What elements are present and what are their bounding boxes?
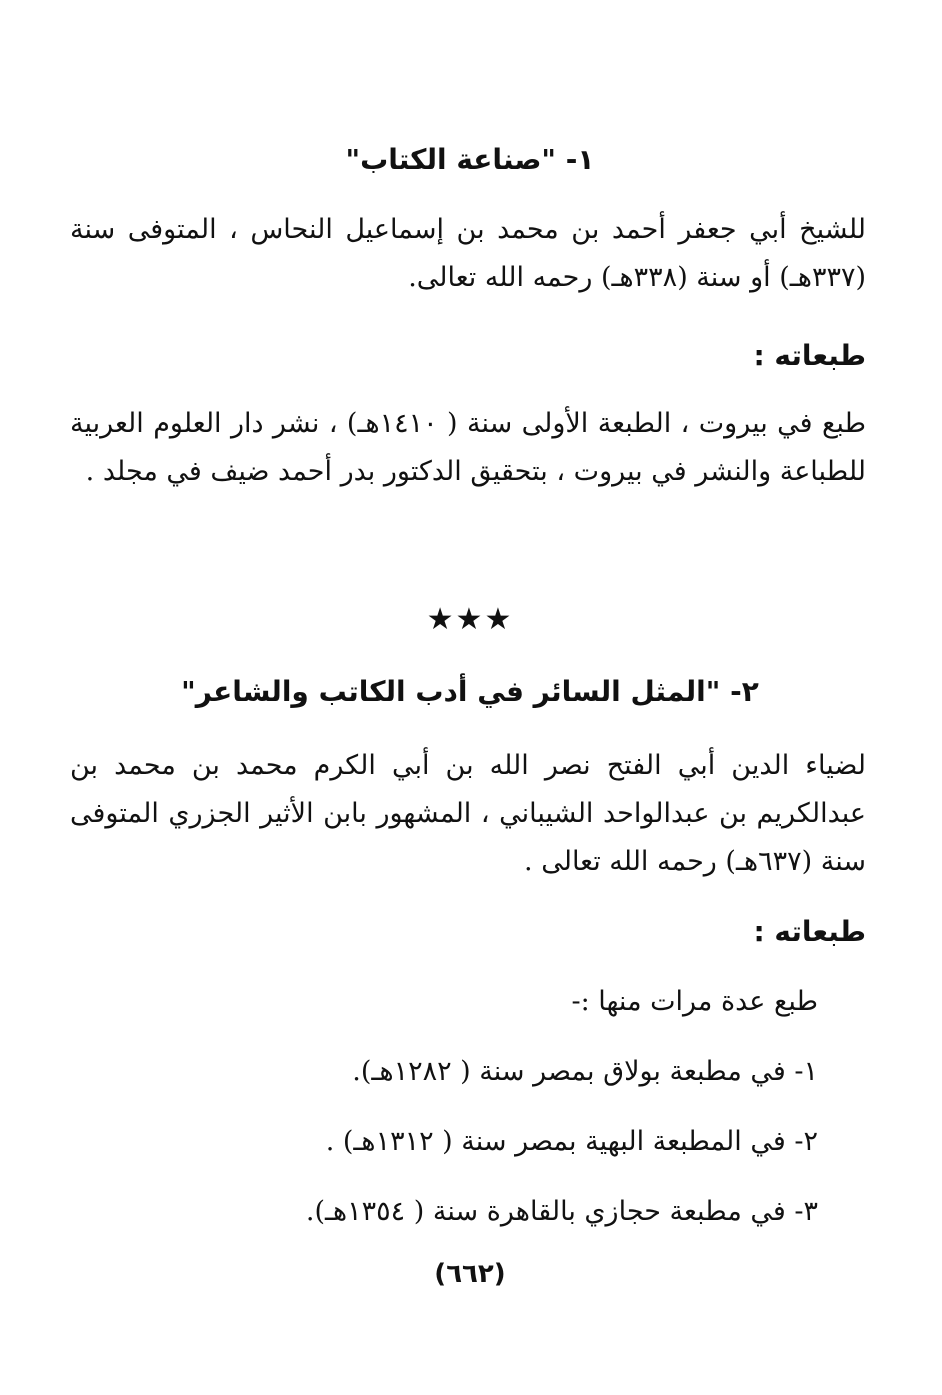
section-2-author: لضياء الدين أبي الفتح نصر الله بن أبي الكرم محمد بن محمد بن عبدالكريم بن عبدالواحد الشيباني ، المشهور بابن الأثير الجزري المتوفى سنة (٦٣٧هـ) رحمه الله تعالى .	[70, 750, 866, 877]
edition-item-2: ٢- في المطبعة البهية بمصر سنة ( ١٣١٢هـ) .	[325, 1126, 818, 1157]
section-2-title: ٢- "المثل السائر في أدب الكاتب والشاعر"	[181, 675, 759, 708]
section-1-editions-label: طبعاته :	[753, 339, 866, 372]
page-number: (٦٦٢)	[434, 1259, 506, 1289]
edition-item-3: ٣- في مطبعة حجازي بالقاهرة سنة ( ١٣٥٤هـ).	[305, 1196, 818, 1227]
section-1-title: ١- "صناعة الكتاب"	[345, 143, 595, 176]
section-separator: ★★★	[426, 602, 514, 637]
section-2-editions-label: طبعاته :	[753, 915, 866, 948]
section-1-author: للشيخ أبي جعفر أحمد بن محمد بن إسماعيل النحاس ، المتوفى سنة (٣٣٧هـ) أو سنة (٣٣٨هـ) رحمه الله تعالى.	[70, 214, 866, 293]
edition-item-1: ١- في مطبعة بولاق بمصر سنة ( ١٢٨٢هـ).	[352, 1056, 818, 1087]
section-2-editions-intro: طبع عدة مرات منها :-	[571, 986, 818, 1017]
section-1-editions-text: طبع في بيروت ، الطبعة الأولى سنة ( ١٤١٠هـ) ، نشر دار العلوم العربية للطباعة والنشر في بيروت ، بتحقيق الدكتور بدر أحمد ضيف في مجلد .	[70, 408, 866, 487]
